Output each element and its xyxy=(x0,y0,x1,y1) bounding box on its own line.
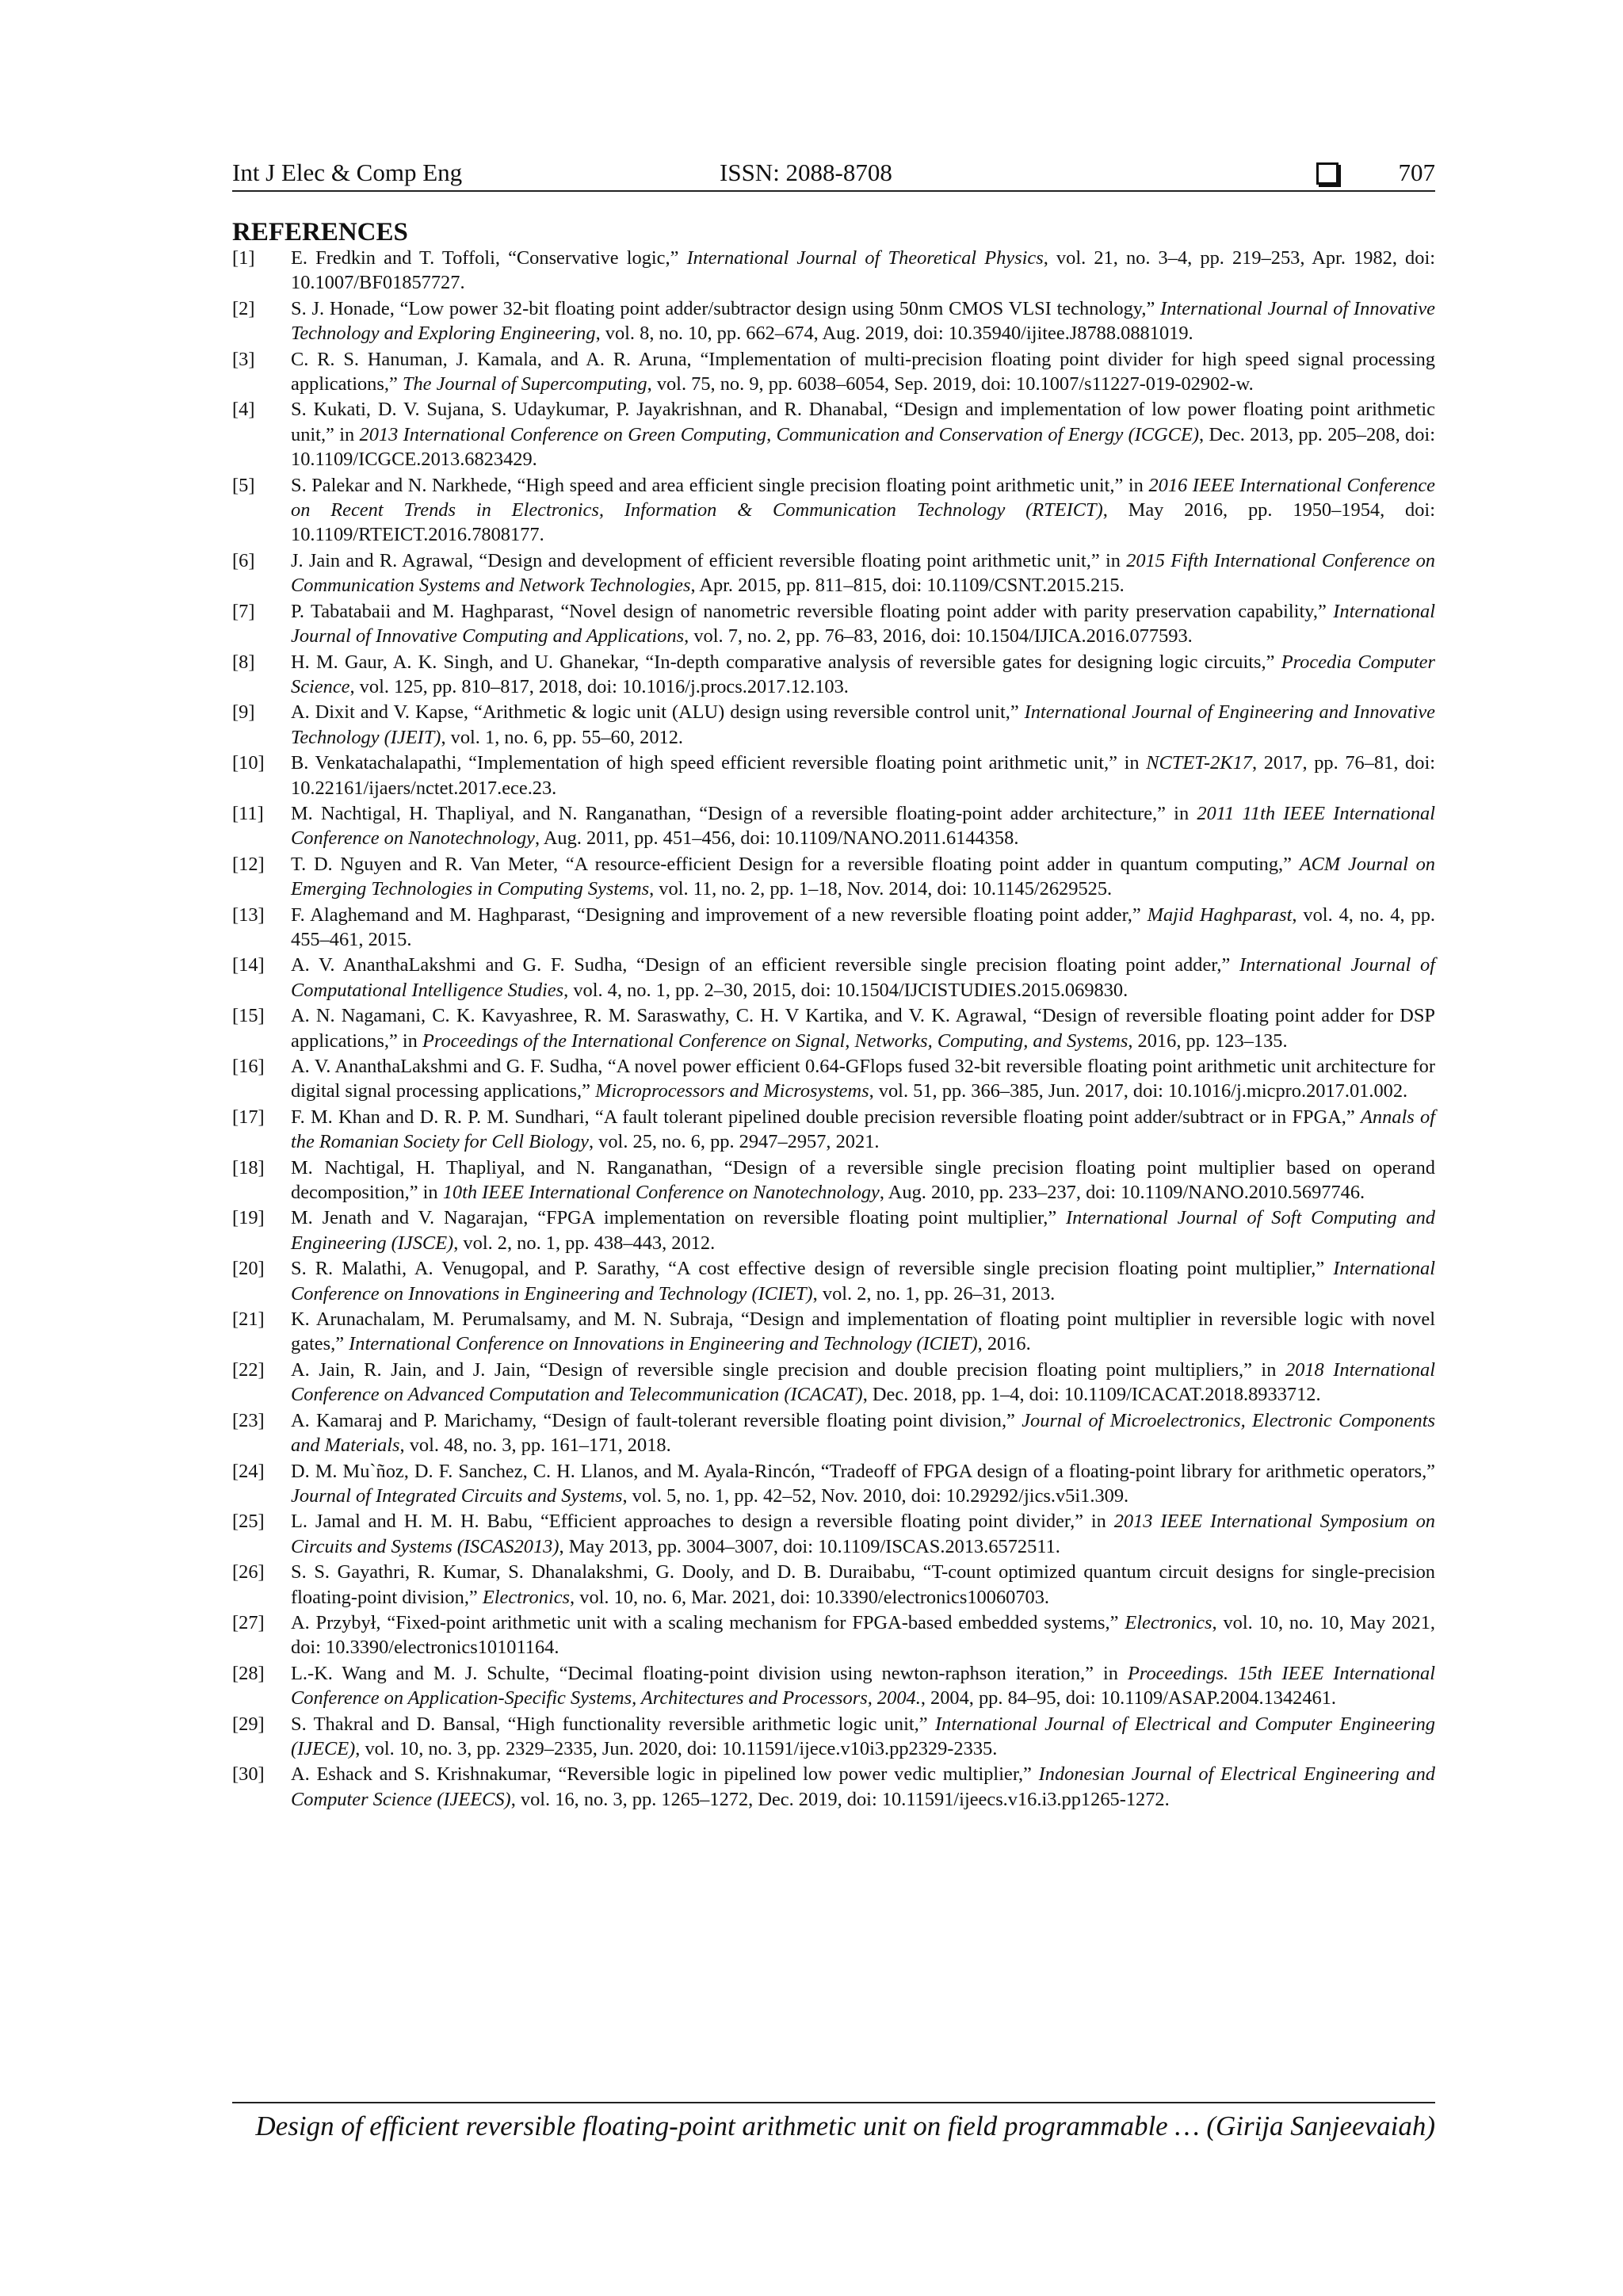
reference-number: [22] xyxy=(232,1358,265,1381)
reference-details: , Aug. 2011, pp. 451–456, doi: 10.1109/NANO.2011.6144358. xyxy=(534,827,1019,850)
reference-item xyxy=(232,246,1435,296)
reference-authors-title: A. Kamaraj and P. Marichamy, “Design of fault-tolerant reversible floating point division,” xyxy=(291,1409,1022,1431)
reference-details: , vol. 51, pp. 366–385, Jun. 2017, doi: 10.1016/j.micpro.2017.01.002. xyxy=(869,1080,1408,1102)
reference-item xyxy=(232,1256,1435,1306)
reference-number: [26] xyxy=(232,1561,265,1584)
reference-item xyxy=(232,473,1435,548)
reference-venue: Electronics xyxy=(1125,1611,1212,1633)
reference-details: , May 2016, pp. 1950–1954, doi: 10.1109/RTEICT.2016.7808177. xyxy=(291,499,1435,546)
reference-venue: 2015 Fifth International Conference on Communication Systems and Network Technologies xyxy=(291,549,1435,597)
reference-details: , May 2013, pp. 3004–3007, doi: 10.1109/ISCAS.2013.6572511. xyxy=(559,1535,1060,1557)
reference-item xyxy=(232,548,1435,598)
reference-authors-title: S. Thakral and D. Bansal, “High functionality reversible arithmetic logic unit,” xyxy=(291,1713,936,1735)
reference-authors-title: C. R. S. Hanuman, J. Kamala, and A. R. Aruna, “Implementation of multi-precision floating point divider for high speed signal processing applications,” xyxy=(291,348,1435,395)
reference-item xyxy=(232,801,1435,851)
reference-authors-title: S. R. Malathi, A. Venugopal, and P. Sarathy, “A cost effective design of reversible single precision floating point multiplier,” xyxy=(291,1258,1334,1280)
reference-details: , 2016. xyxy=(977,1333,1031,1355)
reference-number: [18] xyxy=(232,1156,265,1179)
reference-details: , vol. 4, no. 1, pp. 2–30, 2015, doi: 10.1504/IJCISTUDIES.2015.069830. xyxy=(563,979,1128,1001)
reference-number: [23] xyxy=(232,1409,265,1431)
reference-venue: 2013 IEEE International Symposium on Circuits and Systems (ISCAS2013) xyxy=(291,1511,1436,1557)
reference-number: [17] xyxy=(232,1106,265,1128)
reference-number: [16] xyxy=(232,1056,265,1077)
reference-item xyxy=(232,1307,1435,1357)
reference-venue: Annals of the Romanian Society for Cell Biology xyxy=(291,1106,1435,1153)
journal-name: Int J Elec & Comp Eng xyxy=(232,159,463,186)
reference-number: [13] xyxy=(232,904,265,926)
reference-number: [7] xyxy=(232,600,255,622)
reference-item xyxy=(232,397,1435,472)
reference-item xyxy=(232,296,1435,346)
reference-details: , vol. 125, pp. 810–817, 2018, doi: 10.1016/j.procs.2017.12.103. xyxy=(349,675,849,697)
reference-item xyxy=(232,903,1435,953)
reference-authors-title: A. V. AnanthaLakshmi and G. F. Sudha, “A novel power efficient 0.64-GFlops fused 32-bit reversible floating point arithmetic unit architecture for digital signal processing applications,” xyxy=(291,1056,1435,1102)
reference-details: , vol. 48, no. 3, pp. 161–171, 2018. xyxy=(399,1435,671,1457)
reference-authors-title: H. M. Gaur, A. K. Singh, and U. Ghanekar, “In-depth comparative analysis of reversible gates for designing logic circuits,” xyxy=(291,651,1281,673)
reference-authors-title: L.-K. Wang and M. J. Schulte, “Decimal floating-point division using newton-raphson iteration,” in xyxy=(291,1662,1128,1684)
reference-number: [24] xyxy=(232,1460,265,1482)
reference-number: [8] xyxy=(232,651,255,673)
reference-item xyxy=(232,1509,1435,1559)
reference-venue: International Conference on Innovations in Engineering and Technology (ICIET) xyxy=(291,1258,1435,1305)
reference-venue: 2013 International Conference on Green Computing, Communication and Conservation of Energy (ICGCE) xyxy=(359,423,1200,445)
reference-authors-title: E. Fredkin and T. Toffoli, “Conservative logic,” xyxy=(291,247,687,269)
reference-venue: NCTET-2K17 xyxy=(1146,752,1252,774)
reference-details: , vol. 5, no. 1, pp. 42–52, Nov. 2010, doi: 10.29292/jics.v5i1.309. xyxy=(622,1484,1129,1507)
reference-authors-title: A. N. Nagamani, C. K. Kavyashree, R. M. Saraswathy, C. H. V Kartika, and V. K. Agrawal, “Design of reversible floating point adder for DSP applications,” in xyxy=(291,1005,1435,1052)
issn: ISSN: 2088-8708 xyxy=(720,159,892,186)
reference-details: , vol. 4, no. 4, pp. 455–461, 2015. xyxy=(291,904,1435,950)
reference-item xyxy=(232,1054,1435,1104)
reference-venue: 2018 International Conference on Advanced Computation and Telecommunication (ICACAT) xyxy=(291,1358,1435,1406)
running-header xyxy=(232,155,1435,192)
reference-details: , vol. 75, no. 9, pp. 6038–6054, Sep. 2019, doi: 10.1007/s11227-019-02902-w. xyxy=(647,373,1254,395)
reference-venue: International Journal of Engineering and Innovative Technology (IJEIT) xyxy=(291,701,1435,748)
reference-item xyxy=(232,751,1435,800)
reference-details: , Aug. 2010, pp. 233–237, doi: 10.1109/NANO.2010.5697746. xyxy=(879,1182,1365,1204)
checkbox-square-icon xyxy=(1316,162,1338,185)
reference-item xyxy=(232,1610,1435,1660)
reference-venue: The Journal of Supercomputing xyxy=(402,373,647,395)
reference-number: [2] xyxy=(232,297,255,319)
reference-number: [12] xyxy=(232,853,265,875)
reference-item xyxy=(232,953,1435,1003)
reference-details: , 2017, pp. 76–81, doi: 10.22161/ijaers/nctet.2017.ece.23. xyxy=(291,752,1436,799)
reference-authors-title: M. Jenath and V. Nagarajan, “FPGA implementation on reversible floating point multiplier,” xyxy=(291,1207,1067,1229)
reference-authors-title: F. M. Khan and D. R. P. M. Sundhari, “A fault tolerant pipelined double precision reversible floating point adder/subtract or in FPGA,” xyxy=(291,1106,1361,1128)
reference-authors-title: T. D. Nguyen and R. Van Meter, “A resource-efficient Design for a reversible floating point adder in quantum computing,” xyxy=(291,853,1300,875)
reference-number: [9] xyxy=(232,701,255,724)
reference-number: [10] xyxy=(232,752,265,774)
section-title: REFERENCES xyxy=(232,218,408,246)
reference-list xyxy=(232,246,1435,1813)
reference-item xyxy=(232,650,1435,700)
reference-item xyxy=(232,1358,1435,1408)
reference-authors-title: F. Alaghemand and M. Haghparast, “Designing and improvement of a new reversible floating point adder,” xyxy=(291,904,1148,926)
reference-venue: International Journal of Innovative Computing and Applications xyxy=(291,600,1435,648)
reference-authors-title: A. V. AnanthaLakshmi and G. F. Sudha, “Design of an efficient reversible single precision floating point adder,” xyxy=(291,954,1240,976)
reference-venue: Electronics xyxy=(482,1586,571,1608)
reference-authors-title: K. Arunachalam, M. Perumalsamy, and M. N. Subraja, “Design and implementation of floating point multiplier in reversible logic with novel gates,” xyxy=(291,1308,1435,1355)
reference-authors-title: S. J. Honade, “Low power 32-bit floating point adder/subtractor design using 50nm CMOS VLSI technology,” xyxy=(291,297,1161,319)
reference-number: [28] xyxy=(232,1662,265,1684)
reference-number: [29] xyxy=(232,1713,265,1735)
reference-authors-title: D. M. Mu`ñoz, D. F. Sanchez, C. H. Llanos, and M. Ayala-Rincón, “Tradeoff of FPGA design of a floating-point library for arithmetic operators,” xyxy=(291,1460,1435,1482)
reference-number: [5] xyxy=(232,474,255,496)
reference-details: , vol. 1, no. 6, pp. 55–60, 2012. xyxy=(441,726,683,748)
reference-item xyxy=(232,852,1435,902)
reference-details: , Dec. 2013, pp. 205–208, doi: 10.1109/ICGCE.2013.6823429. xyxy=(291,423,1435,471)
reference-venue: International Journal of Computational Intelligence Studies xyxy=(291,954,1435,1001)
reference-item xyxy=(232,1762,1435,1812)
reference-details: , Dec. 2018, pp. 1–4, doi: 10.1109/ICACAT.2018.8933712. xyxy=(862,1384,1321,1406)
reference-venue: 10th IEEE International Conference on Nanotechnology xyxy=(442,1182,880,1204)
reference-number: [3] xyxy=(232,348,255,370)
reference-details: , 2016, pp. 123–135. xyxy=(1128,1030,1288,1052)
reference-venue: International Conference on Innovations in Engineering and Technology (ICIET) xyxy=(349,1333,978,1355)
reference-venue: International Journal of Theoretical Physics xyxy=(686,247,1044,269)
reference-details: , 2004, pp. 84–95, doi: 10.1109/ASAP.2004.1342461. xyxy=(920,1687,1337,1710)
reference-authors-title: M. Nachtigal, H. Thapliyal, and N. Ranganathan, “Design of a reversible floating-point adder architecture,” in xyxy=(291,802,1197,824)
reference-item xyxy=(232,1003,1435,1053)
reference-details: , vol. 11, no. 2, pp. 1–18, Nov. 2014, doi: 10.1145/2629525. xyxy=(649,878,1113,900)
reference-number: [27] xyxy=(232,1611,265,1633)
reference-authors-title: L. Jamal and H. M. H. Babu, “Efficient approaches to design a reversible floating point divider,” in xyxy=(291,1511,1114,1533)
reference-number: [15] xyxy=(232,1005,265,1027)
reference-venue: Proceedings of the International Conference on Signal, Networks, Computing, and Systems xyxy=(422,1030,1128,1052)
running-footer: Design of efficient reversible floating-point arithmetic unit on field programmable … (Girija Sanjeevaiah) xyxy=(255,2111,1435,2141)
reference-number: [4] xyxy=(232,399,255,421)
reference-details: , vol. 8, no. 10, pp. 662–674, Aug. 2019, doi: 10.35940/ijitee.J8788.0881019. xyxy=(595,323,1193,345)
reference-authors-title: B. Venkatachalapathi, “Implementation of high speed efficient reversible floating point arithmetic unit,” in xyxy=(291,752,1147,774)
reference-venue: Journal of Integrated Circuits and Systems xyxy=(291,1484,623,1507)
footer-divider xyxy=(232,2102,1435,2103)
reference-authors-title: M. Nachtigal, H. Thapliyal, and N. Ranganathan, “Design of a reversible single precision floating point multiplier based on operand decomposition,” in xyxy=(291,1156,1435,1204)
reference-number: [6] xyxy=(232,549,255,571)
reference-venue: Majid Haghparast xyxy=(1147,904,1293,926)
reference-venue: Journal of Microelectronics, Electronic Components and Materials xyxy=(291,1409,1435,1457)
page-number: 707 xyxy=(1398,159,1435,186)
reference-venue: International Journal of Soft Computing and Engineering (IJSCE) xyxy=(291,1207,1436,1254)
reference-details: , Apr. 2015, pp. 811–815, doi: 10.1109/CSNT.2015.215. xyxy=(690,575,1125,597)
reference-venue: International Journal of Electrical and Computer Engineering (IJECE) xyxy=(291,1713,1435,1759)
reference-item xyxy=(232,1105,1435,1155)
reference-details: , vol. 10, no. 3, pp. 2329–2335, Jun. 2020, doi: 10.11591/ijece.v10i3.pp2329-2335. xyxy=(355,1737,998,1759)
reference-venue: International Journal of Innovative Technology and Exploring Engineering xyxy=(291,297,1435,345)
reference-item xyxy=(232,700,1435,750)
reference-number: [14] xyxy=(232,954,265,976)
reference-item xyxy=(232,1408,1435,1458)
reference-details: , vol. 7, no. 2, pp. 76–83, 2016, doi: 10.1504/IJICA.2016.077593. xyxy=(684,625,1193,648)
reference-number: [20] xyxy=(232,1258,265,1280)
reference-venue: Microprocessors and Microsystems xyxy=(595,1080,869,1102)
reference-authors-title: A. Dixit and V. Kapse, “Arithmetic & logic unit (ALU) design using reversible control unit,” xyxy=(291,701,1025,724)
reference-number: [1] xyxy=(232,247,255,269)
reference-number: [19] xyxy=(232,1207,265,1229)
reference-item xyxy=(232,1156,1435,1205)
reference-item xyxy=(232,1661,1435,1711)
reference-venue: 2011 11th IEEE International Conference on Nanotechnology xyxy=(291,802,1435,850)
reference-authors-title: S. Palekar and N. Narkhede, “High speed and area efficient single precision floating point arithmetic unit,” in xyxy=(291,474,1149,496)
reference-item xyxy=(232,1205,1435,1255)
reference-venue: ACM Journal on Emerging Technologies in Computing Systems xyxy=(291,853,1436,900)
reference-venue: 2016 IEEE International Conference on Recent Trends in Electronics, Information & Communication Technology (RTEICT) xyxy=(291,474,1435,521)
reference-number: [25] xyxy=(232,1511,265,1533)
reference-venue: Procedia Computer Science xyxy=(291,651,1435,697)
reference-item xyxy=(232,1712,1435,1762)
reference-number: [11] xyxy=(232,802,264,824)
reference-details: , vol. 25, no. 6, pp. 2947–2957, 2021. xyxy=(588,1131,880,1153)
reference-details: , vol. 16, no. 3, pp. 1265–1272, Dec. 2019, doi: 10.11591/ijeecs.v16.i3.pp1265-1272. xyxy=(510,1788,1170,1810)
reference-item xyxy=(232,1560,1435,1610)
reference-details: , vol. 2, no. 1, pp. 26–31, 2013. xyxy=(812,1282,1056,1305)
reference-details: , vol. 2, no. 1, pp. 438–443, 2012. xyxy=(453,1232,716,1254)
reference-authors-title: A. Eshack and S. Krishnakumar, “Reversible logic in pipelined low power vedic multiplier,” xyxy=(291,1763,1039,1786)
reference-authors-title: A. Jain, R. Jain, and J. Jain, “Design of reversible single precision and double precision floating point multipliers,” in xyxy=(291,1358,1285,1381)
reference-details: , vol. 21, no. 3–4, pp. 219–253, Apr. 1982, doi: 10.1007/BF01857727. xyxy=(291,247,1436,294)
reference-venue: Proceedings. 15th IEEE International Conference on Application-Specific Systems, Architectures and Processors, 2004. xyxy=(291,1662,1435,1710)
reference-item xyxy=(232,347,1435,397)
reference-authors-title: P. Tabatabaii and M. Haghparast, “Novel design of nanometric reversible floating point adder with parity preservation capability,” xyxy=(291,600,1334,622)
reference-item xyxy=(232,1459,1435,1509)
reference-item xyxy=(232,599,1435,649)
reference-authors-title: A. Przybył, “Fixed-point arithmetic unit with a scaling mechanism for FPGA-based embedded systems,” xyxy=(291,1611,1125,1633)
reference-authors-title: S. Kukati, D. V. Sujana, S. Udaykumar, P. Jayakrishnan, and R. Dhanabal, “Design and implementation of low power floating point arithmetic unit,” in xyxy=(291,399,1435,445)
reference-details: , vol. 10, no. 6, Mar. 2021, doi: 10.3390/electronics10060703. xyxy=(570,1586,1050,1608)
reference-number: [21] xyxy=(232,1308,265,1331)
reference-authors-title: S. S. Gayathri, R. Kumar, S. Dhanalakshmi, G. Dooly, and D. B. Duraibabu, “T-count optimized quantum circuit designs for single-precision floating-point division,” xyxy=(291,1561,1435,1608)
reference-details: , vol. 10, no. 10, May 2021, doi: 10.3390/electronics10101164. xyxy=(291,1611,1435,1659)
reference-authors-title: J. Jain and R. Agrawal, “Design and development of efficient reversible floating point arithmetic unit,” in xyxy=(291,549,1127,571)
reference-venue: Indonesian Journal of Electrical Engineering and Computer Science (IJEECS) xyxy=(291,1763,1435,1810)
reference-number: [30] xyxy=(232,1763,265,1786)
